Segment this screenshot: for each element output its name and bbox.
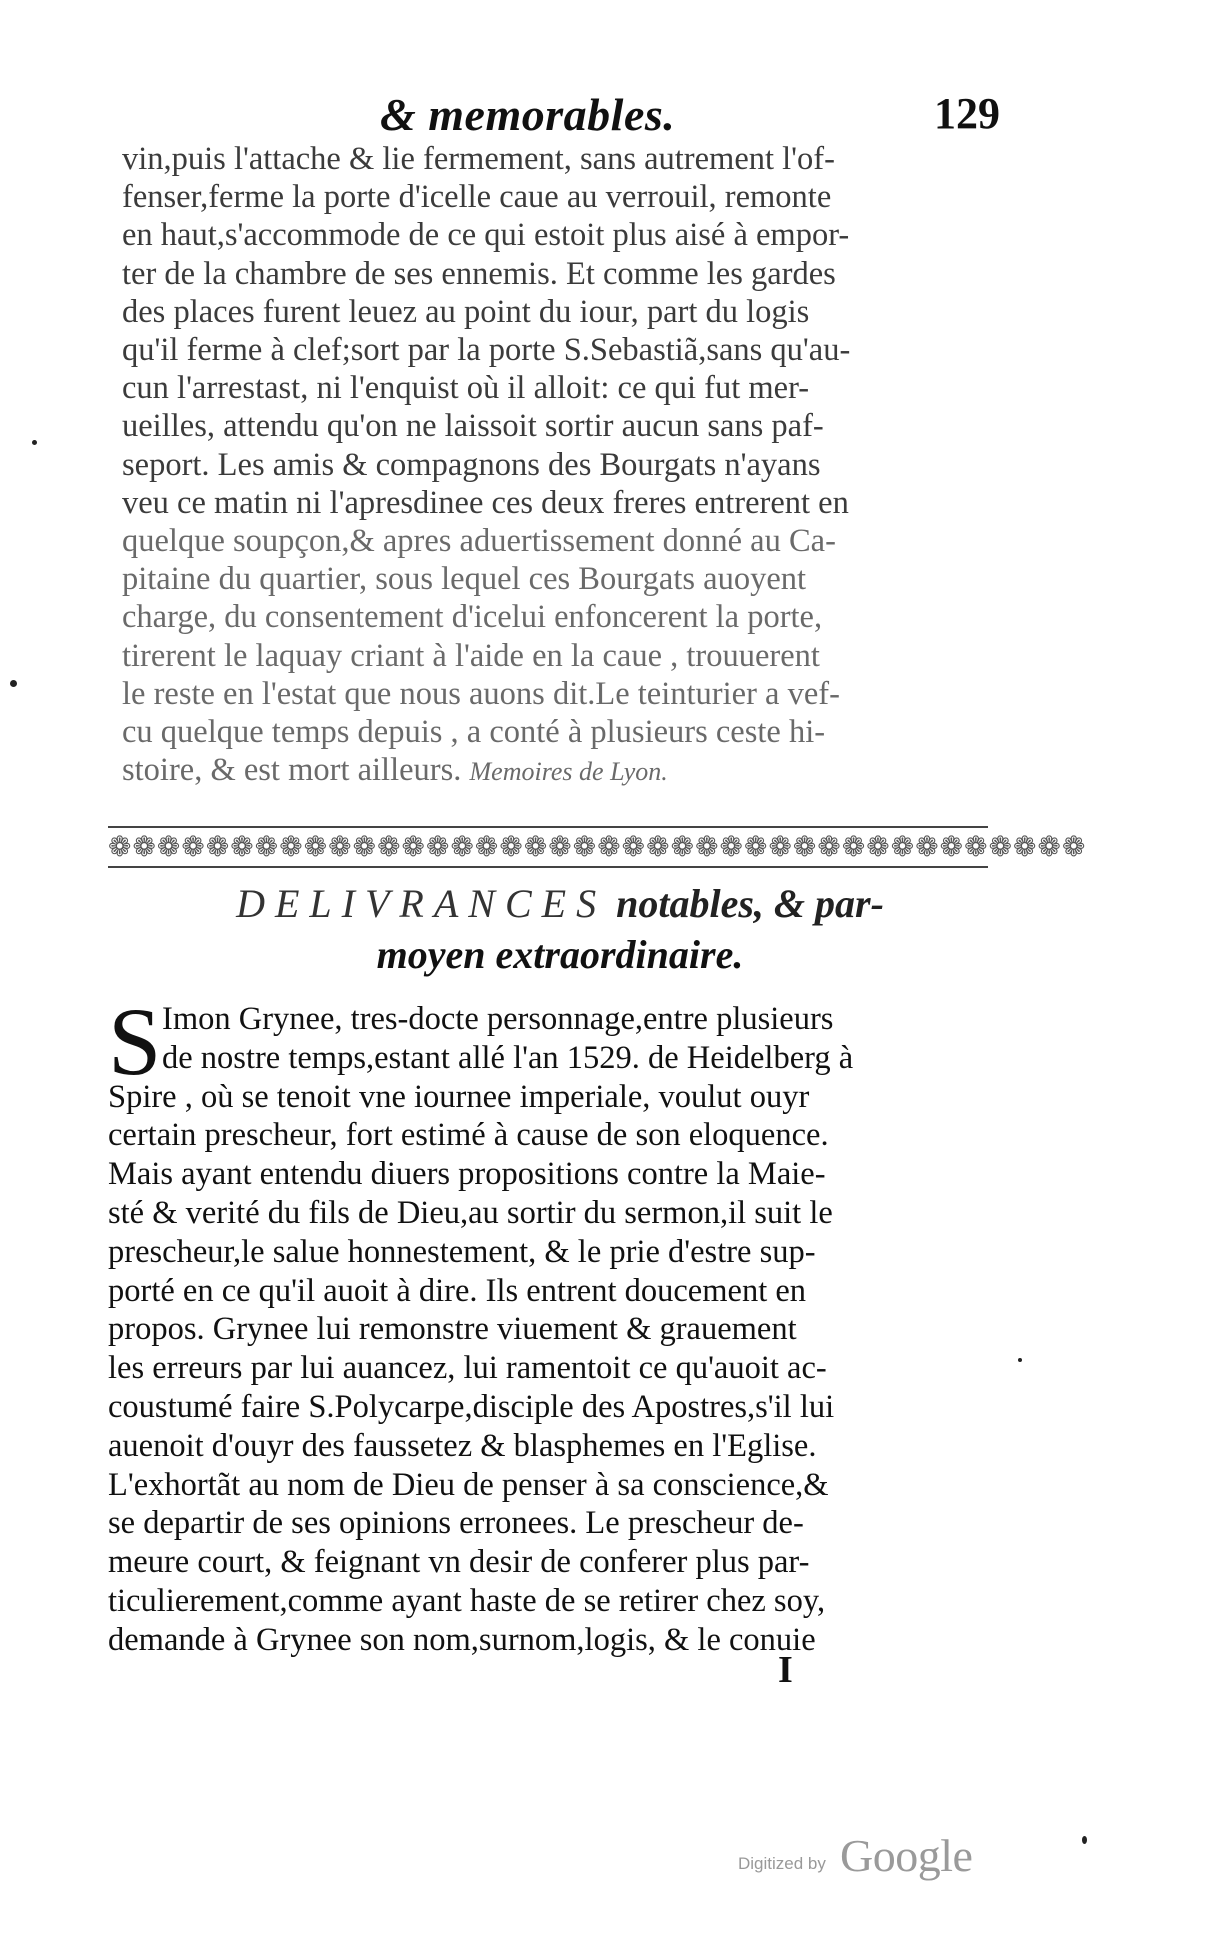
text-line: sté & verité du fils de Dieu,au sortir du sermon,il suit le <box>108 1194 833 1231</box>
body-text <box>108 988 988 1660</box>
text-line: pitaine du quartier, sous lequel ces Bourgats auoyent <box>122 561 807 598</box>
ink-speck <box>1082 1836 1087 1844</box>
google-logo-text: Google <box>840 1830 973 1881</box>
signature-mark: I <box>778 1649 793 1691</box>
text-line: de nostre temps,estant allé l'an 1529. de Heidelberg à <box>162 1039 854 1076</box>
text-line: les erreurs par lui auancez, lui ramentoit ce qu'auoit ac- <box>108 1350 827 1387</box>
text-line: quelque soupçon,& apres aduertissement donné au Ca- <box>122 523 836 560</box>
digitized-by-label: Digitized by <box>738 1854 826 1873</box>
text-line: ter de la chambre de ses ennemis. Et comme les gardes <box>122 255 836 292</box>
ink-speck <box>10 680 17 687</box>
text-line: le reste en l'estat que nous auons dit.Le teinturier a vef- <box>122 675 840 712</box>
text-line: porté en ce qu'il auoit à dire. Ils entrent doucement en <box>108 1272 807 1309</box>
text-line-last <box>122 751 1002 791</box>
text-line: qu'il ferme à clef;sort par la porte S.Sebastiã,sans qu'au- <box>122 332 851 369</box>
printers-ornament-band: ❁❁❁❁❁❁❁❁❁❁❁❁❁❁❁❁❁❁❁❁❁❁❁❁❁❁❁❁❁❁❁❁❁❁❁❁❁❁❁❁ <box>108 826 988 868</box>
text-line: des places furent leuez au point du iour, part du logis <box>122 293 810 330</box>
text-line: prescheur,le salue honnestement, & le prie d'estre sup- <box>108 1233 816 1270</box>
text-line: Mais ayant entendu diuers propositions contre la Maie- <box>108 1156 826 1193</box>
text-line: propos. Grynee lui remonstre viuement & grauement <box>108 1311 797 1348</box>
text-line: Spire , où se tenoit vne iournee imperiale, voulut ouyr <box>108 1078 810 1115</box>
page-number: 129 <box>934 89 1000 138</box>
text-line: cu quelque temps depuis , a conté à plusieurs ceste hi- <box>122 714 826 751</box>
text-line: ueilles, attendu qu'on ne laissoit sortir aucun sans paf- <box>122 408 824 445</box>
previous-section-text <box>122 140 1002 791</box>
text-line: demande à Grynee son nom,surnom,logis, & le conuie <box>108 1621 816 1658</box>
text-line: vin,puis l'attache & lie fermement, sans autrement l'of- <box>122 141 835 177</box>
text-line: ticulierement,comme ayant haste de se retirer chez soy, <box>108 1582 826 1619</box>
text-line: L'exhortãt au nom de Dieu de penser à sa conscience,& <box>108 1466 829 1503</box>
text-line: seport. Les amis & compagnons des Bourgats n'ayans <box>122 446 821 483</box>
ink-speck <box>32 440 37 445</box>
ink-speck <box>1018 1358 1022 1362</box>
text-line: auenoit d'ouyr des faussetez & blasphemes en l'Eglise. <box>108 1427 817 1464</box>
heading-rest: notables, & par- <box>616 881 884 926</box>
running-head <box>380 88 1000 148</box>
text-line: coustumé faire S.Polycarpe,disciple des Apostres,s'il lui <box>108 1388 835 1425</box>
text-line: tirerent le laquay criant à l'aide en la caue , trouuerent <box>122 637 820 674</box>
text-fragment: stoire, & est mort ailleurs. <box>122 752 462 789</box>
text-line: se departir de ses opinions erronees. Le prescheur de- <box>108 1505 804 1542</box>
text-line: en haut,s'accommode de ce qui estoit plus aisé à empor- <box>122 217 850 254</box>
section-heading <box>150 880 970 982</box>
text-line: charge, du consentement d'icelui enfoncerent la porte, <box>122 599 823 636</box>
digitized-by-google-watermark <box>738 1822 1018 1882</box>
running-title: & memorables. <box>380 89 676 140</box>
heading-line-2: moyen extraordinaire. <box>376 932 744 977</box>
text-line: fenser,ferme la porte d'icelle caue au verrouil, remonte <box>122 179 832 216</box>
text-line: meure court, & feignant vn desir de conferer plus par- <box>108 1544 810 1581</box>
text-line: veu ce matin ni l'apresdinee ces deux freres entrerent en <box>122 484 849 521</box>
text-line: cun l'arrestast, ni l'enquist où il alloit: ce qui fut mer- <box>122 370 810 407</box>
source-citation: Memoires de Lyon. <box>469 757 668 787</box>
text-line: Imon Grynee, tres-docte personnage,entre plusieurs <box>162 1001 834 1037</box>
heading-caps: DELIVRANCES <box>236 881 607 926</box>
heading-line-1 <box>150 880 970 928</box>
text-line: certain prescheur, fort estimé à cause de son eloquence. <box>108 1117 829 1154</box>
drop-cap: S <box>108 988 162 1095</box>
